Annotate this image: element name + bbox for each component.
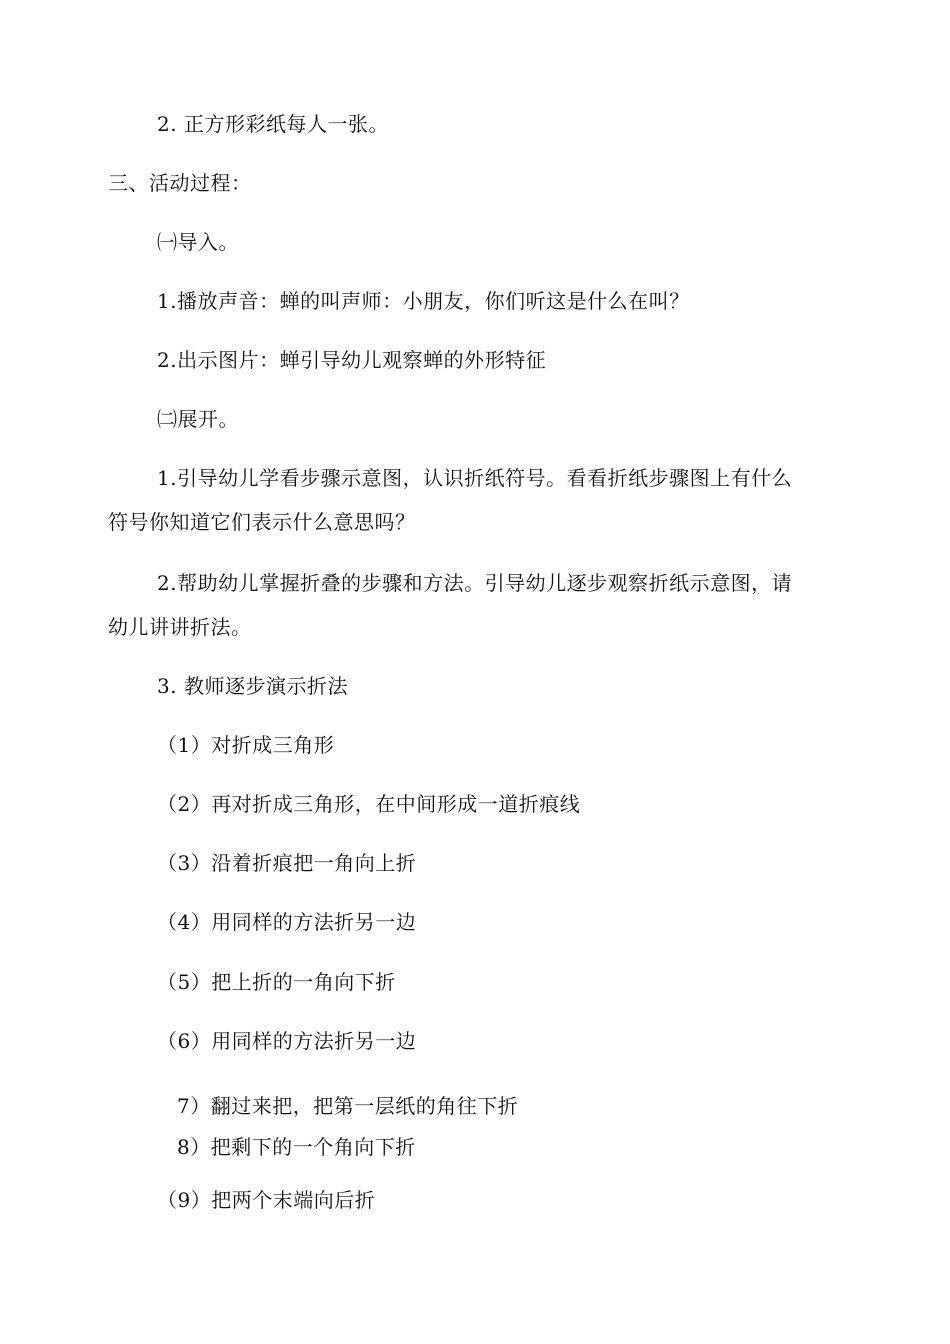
folding-step-9: （9）把两个末端向后折 bbox=[157, 1188, 376, 1212]
intro-item-2: 2.出示图片：蝉引导幼儿观察蝉的外形特征 bbox=[157, 348, 547, 372]
folding-step-7: 7）翻过来把，把第一层纸的角往下折 bbox=[177, 1094, 519, 1118]
folding-step-6: （6）用同样的方法折另一边 bbox=[157, 1029, 417, 1053]
intro-item-1: 1.播放声音：蝉的叫声师：小朋友，你们听这是什么在叫？ bbox=[157, 289, 690, 313]
section-heading-activity-process: 三、活动过程： bbox=[108, 171, 252, 195]
expand-item-2-line-1: 2.帮助幼儿掌握折叠的步骤和方法。引导幼儿逐步观察折纸示意图，请 bbox=[157, 571, 793, 595]
expand-item-3: 3. 教师逐步演示折法 bbox=[157, 674, 348, 698]
folding-step-4: （4）用同样的方法折另一边 bbox=[157, 910, 417, 934]
folding-step-8: 8）把剩下的一个角向下折 bbox=[177, 1135, 416, 1159]
folding-step-3: （3）沿着折痕把一角向上折 bbox=[157, 851, 417, 875]
expand-item-1-line-1: 1.引导幼儿学看步骤示意图，认识折纸符号。看看折纸步骤图上有什么 bbox=[157, 466, 793, 490]
subsection-heading-intro: ㈠导入。 bbox=[157, 230, 239, 254]
expand-item-2-line-2: 幼儿讲讲折法。 bbox=[108, 615, 252, 639]
folding-step-2: （2）再对折成三角形，在中间形成一道折痕线 bbox=[157, 792, 581, 816]
folding-step-5: （5）把上折的一角向下折 bbox=[157, 970, 396, 994]
subsection-heading-expand: ㈡展开。 bbox=[157, 407, 239, 431]
expand-item-1-line-2: 符号你知道它们表示什么意思吗？ bbox=[108, 510, 416, 534]
folding-step-1: （1）对折成三角形 bbox=[157, 733, 335, 757]
material-item-2: 2. 正方形彩纸每人一张。 bbox=[157, 112, 389, 136]
